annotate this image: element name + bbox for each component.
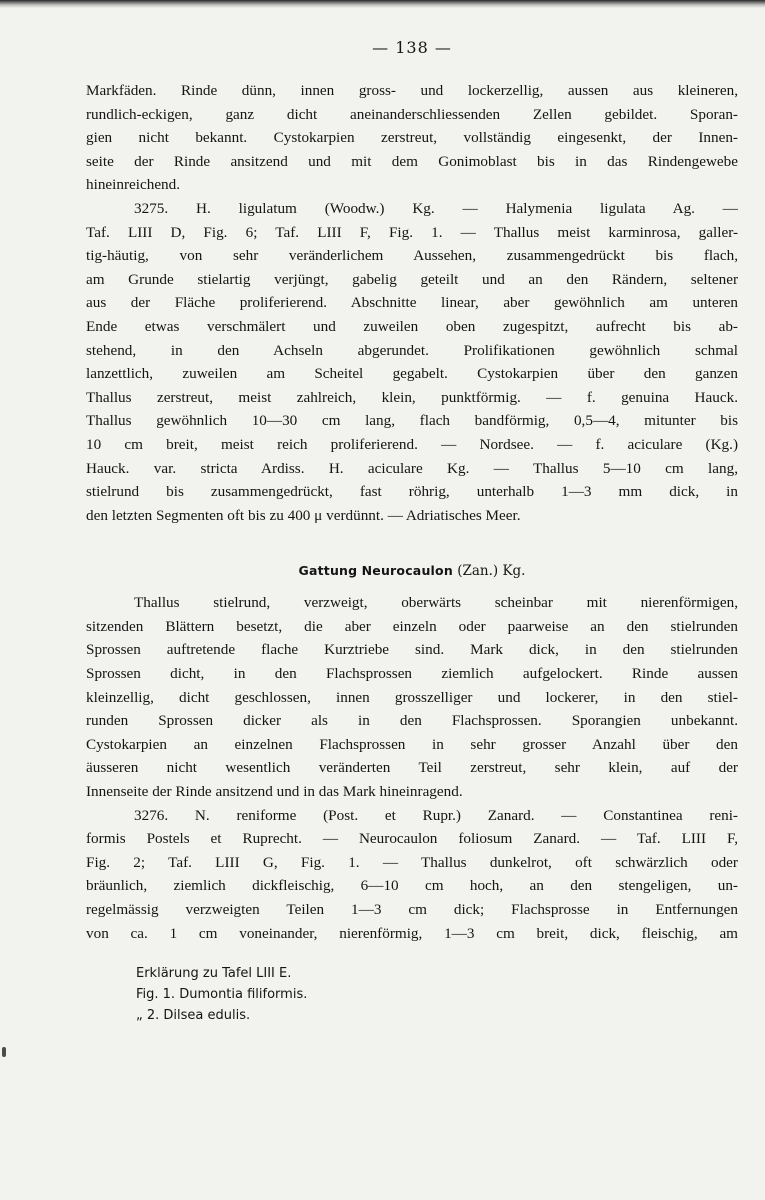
species-entry-3275: 3275. H. ligulatum (Woodw.) Kg. — Halymenia ligulata Ag. — <box>134 199 738 217</box>
body-line: Taf. LIII D, Fig. 6; Taf. LIII F, Fig. 1. — Thallus meist karminrosa, galler- <box>86 223 738 241</box>
body-line: 10 cm breit, meist reich proliferierend. — Nordsee. — f. aciculare (Kg.) <box>86 435 738 453</box>
genus-line: kleinzellig, dicht geschlossen, innen grosszelliger und lockerer, in den stiel- <box>86 688 738 706</box>
scan-speck <box>2 1047 6 1057</box>
body-line: Ende etwas verschmälert und zuweilen oben zugespitzt, aufrecht bis ab- <box>86 317 738 335</box>
body-line: Markfäden. Rinde dünn, innen gross- und lockerzellig, aussen aus kleineren, <box>86 82 738 99</box>
book-page <box>86 38 738 1026</box>
genus-line: äusseren nicht wesentlich veränderten Teil zerstreut, sehr klein, auf der <box>86 759 738 777</box>
genus-line: von ca. 1 cm voneinander, nierenförmig, 1—3 cm breit, dick, fleischig, am <box>86 924 738 942</box>
genus-line: Cystokarpien an einzelnen Flachsprossen in sehr grosser Anzahl über den <box>86 735 738 753</box>
body-line: Thallus gewöhnlich 10—30 cm lang, flach bandförmig, 0,5—4, mitunter bis <box>86 412 738 430</box>
genus-line: Sprossen auftretende flache Kurztriebe sind. Mark dick, in den stielrunden <box>86 641 738 659</box>
body-line: Hauck. var. stricta Ardiss. H. aciculare Kg. — Thallus 5—10 cm lang, <box>86 459 738 477</box>
body-line: den letzten Segmenten oft bis zu 400 μ verdünnt. — Adriatisches Meer. <box>86 506 521 524</box>
footnote-item: „ 2. Dilsea edulis. <box>136 1008 251 1024</box>
body-line: am Grunde stielartig verjüngt, gabelig geteilt und an den Rändern, seltener <box>86 270 738 288</box>
genus-line: sitzenden Blättern besetzt, die aber einzeln oder paarweise an den stielrunden <box>86 617 738 635</box>
spacer <box>86 527 738 551</box>
body-line: stehend, in den Achseln abgerundet. Prolifikationen gewöhnlich schmal <box>86 341 738 359</box>
genus-line: bräunlich, ziemlich dickfleischig, 6—10 cm hoch, an den stengeligen, un- <box>86 877 738 895</box>
body-text-block <box>86 79 738 527</box>
body-line: hineinreichend. <box>86 176 181 194</box>
genus-line: Thallus stielrund, verzweigt, oberwärts scheinbar mit nierenförmigen, <box>134 594 738 612</box>
species-entry-3276: 3276. N. reniforme (Post. et Rupr.) Zanard. — Constantinea reni- <box>134 806 738 824</box>
genus-text-block <box>86 591 738 945</box>
genus-heading <box>86 559 738 583</box>
genus-heading-prefix: Gattung <box>298 563 358 579</box>
page-number: — 138 — <box>372 38 452 57</box>
footnote-item: Fig. 1. Dumontia filiformis. <box>136 987 308 1003</box>
body-line: Thallus zerstreut, meist zahlreich, klein, punktförmig. — f. genuina Hauck. <box>86 388 738 406</box>
body-line: tig-häutig, von sehr veränderlichem Aussehen, zusammengedrückt bis flach, <box>86 247 738 265</box>
body-line: seite der Rinde ansitzend und mit dem Gonimoblast bis in das Rindengewebe <box>86 152 738 170</box>
genus-heading-name: Neurocaulon <box>361 563 453 579</box>
plate-footnotes <box>86 963 738 1026</box>
genus-line: regelmässig verzweigten Teilen 1—3 cm dick; Flachsprosse in Entfernungen <box>86 901 738 918</box>
body-line: stielrund bis zusammengedrückt, fast röhrig, unterhalb 1—3 mm dick, in <box>86 483 738 501</box>
genus-heading-authority: (Zan.) Kg. <box>457 563 526 580</box>
genus-line: Innenseite der Rinde ansitzend und in das Mark hineinragend. <box>86 783 463 801</box>
footnote-title: Erklärung zu Tafel LIII E. <box>136 966 292 982</box>
body-line: aus der Fläche proliferierend. Abschnitte linear, aber gewöhnlich am unteren <box>86 294 738 312</box>
genus-line: runden Sprossen dicker als in den Flachsprossen. Sporangien unbekannt. <box>86 712 738 730</box>
body-line: rundlich-eckigen, ganz dicht aneinanderschliessenden Zellen gebildet. Sporan- <box>86 105 738 123</box>
body-line: lanzettlich, zuweilen am Scheitel gegabelt. Cystokarpien über den ganzen <box>86 365 738 383</box>
genus-line: Sprossen dicht, in den Flachsprossen ziemlich aufgelockert. Rinde aussen <box>86 665 738 683</box>
body-line: gien nicht bekannt. Cystokarpien zerstreut, vollständig eingesenkt, der Innen- <box>86 129 738 147</box>
genus-line: formis Postels et Ruprecht. — Neurocaulon foliosum Zanard. — Taf. LIII F, <box>86 830 738 848</box>
scan-edge-shadow <box>0 0 765 8</box>
genus-line: Fig. 2; Taf. LIII G, Fig. 1. — Thallus dunkelrot, oft schwärzlich oder <box>86 853 738 871</box>
